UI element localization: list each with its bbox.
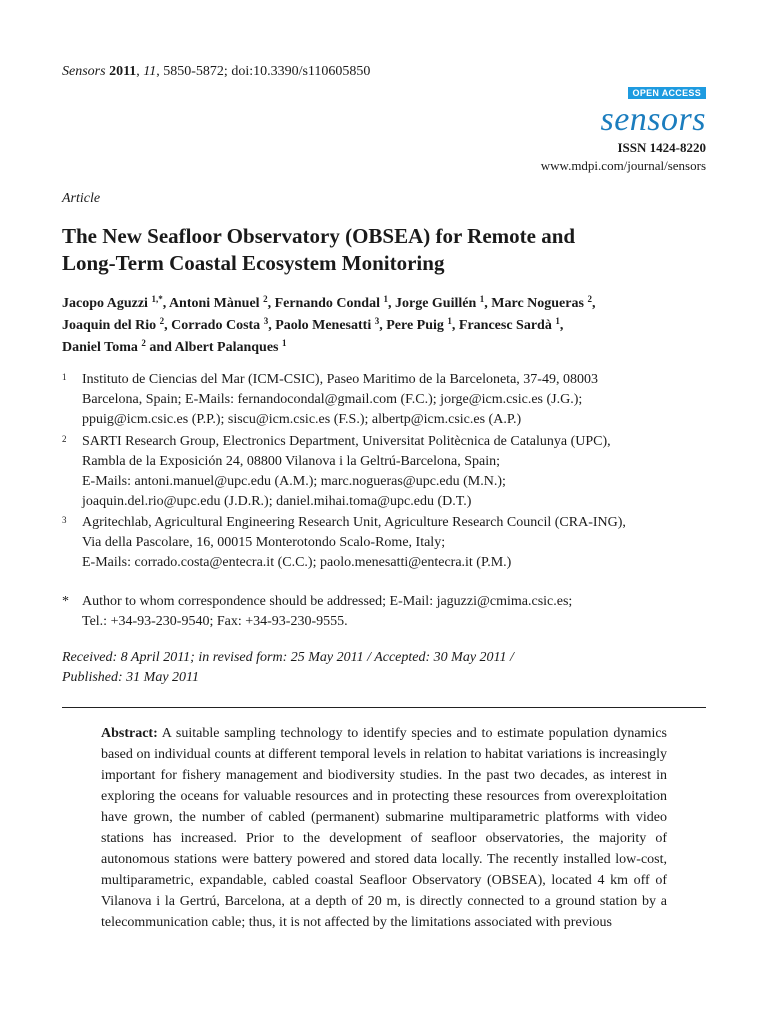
citation-journal: Sensors bbox=[62, 64, 106, 79]
author-name: Francesc Sardà bbox=[458, 318, 552, 333]
correspondence-mark: * bbox=[62, 594, 69, 609]
dates-line: Received: 8 April 2011; in revised form: 25 May 2011 / Accepted: 30 May 2011 / bbox=[62, 650, 514, 665]
affiliation-line: E-Mails: corrado.costa@entecra.it (C.C.); paolo.menesatti@entecra.it (P.M.) bbox=[82, 555, 512, 570]
author-affil: 1 bbox=[555, 316, 560, 326]
author-line bbox=[62, 337, 702, 359]
affiliation-line: ppuig@icm.csic.es (P.P.); siscu@icm.csic.es (F.S.); albertp@icm.csic.es (A.P.) bbox=[82, 412, 522, 427]
citation-pages-doi: , 5850-5872; doi:10.3390/s110605850 bbox=[156, 64, 371, 79]
affiliation-line: SARTI Research Group, Electronics Department, Universitat Politècnica de Catalunya (UPC), bbox=[82, 434, 611, 449]
affiliation-line: Agritechlab, Agricultural Engineering Research Unit, Agriculture Research Council (CRA-ING), bbox=[82, 515, 626, 530]
author-affil: 1 bbox=[383, 294, 388, 304]
author-affil: 2 bbox=[263, 294, 268, 304]
author-affil: 2 bbox=[159, 316, 165, 326]
author-affil: 1 bbox=[479, 294, 485, 304]
correspondence-line: Author to whom correspondence should be addressed; E-Mail: jaguzzi@cmima.csic.es; bbox=[82, 594, 573, 609]
article-type: Article bbox=[62, 191, 101, 206]
author-line: Jacopo Aguzzi $^{1,*}$, Antoni Mànuel $^2$, Fernando Condal $^1$, Jorge Guillén $^1$, Marc Nogueras $^2$, bbox=[62, 294, 596, 311]
affiliation-line: Barcelona, Spain; E-Mails: fernandocondal@gmail.com (F.C.); jorge@icm.csic.es (J.G.); bbox=[82, 392, 583, 407]
affiliation-mark: 2 bbox=[62, 434, 67, 444]
correspondence-line: Tel.: +34-93-230-9540; Fax: +34-93-230-9555. bbox=[82, 614, 348, 629]
author-affil: 1 bbox=[282, 338, 287, 348]
affiliation-mark: 3 bbox=[62, 515, 67, 525]
affiliation-line: Rambla de la Exposición 24, 08800 Vilanova i la Geltrú-Barcelona, Spain; bbox=[82, 454, 501, 469]
author-name: Joaquin del Rio bbox=[62, 318, 157, 333]
author-affil: 3 bbox=[263, 316, 269, 326]
abstract-text: A suitable sampling technology to identify species and to estimate population dynamics based on individual counts at different temporal levels in relation to habitat variations is increasingly important for fishery management and biodiversity studies. In the past two decades, as interest in exploring the oceans for valuable resources and in protecting these resources from overexploitation have grown, the number of cabled (permanent) submarine multiparametric platforms with video stations has increased. Prior to the development of seafloor observatories, the majority of autonomous stations were battery powered and stored data locally. The recently installed low-cost, multiparametric, expandable, cabled coastal Seafloor Observatory (OBSEA), located 4 km off of Vilanova i la Gertrú, Barcelona, at a depth of 20 m, is directly connected to a ground station by a telecommunication cable; thus, it is not affected by the limitations associated with previous bbox=[101, 726, 667, 930]
dates-line: Published: 31 May 2011 bbox=[62, 670, 199, 685]
author-name: Daniel Toma bbox=[62, 340, 138, 355]
author-name: Antoni Mànuel bbox=[168, 296, 260, 311]
author-name: Fernando Condal bbox=[274, 296, 380, 311]
citation-volume: 11 bbox=[143, 64, 157, 79]
author-affil: 2 bbox=[587, 294, 592, 304]
affiliation-2 bbox=[62, 432, 712, 512]
author-name: Paolo Menesatti bbox=[275, 318, 372, 333]
journal-logo: sensors bbox=[600, 101, 706, 138]
journal-url[interactable]: www.mdpi.com/journal/sensors bbox=[540, 158, 706, 173]
affiliation-3 bbox=[62, 513, 712, 573]
title-line: The New Seafloor Observatory (OBSEA) for Remote and bbox=[62, 224, 576, 248]
author-affil: 2 bbox=[141, 338, 146, 348]
affiliation-line: E-Mails: antoni.manuel@upc.edu (A.M.); marc.nogueras@upc.edu (M.N.); bbox=[82, 474, 506, 489]
authors-and: and bbox=[149, 340, 172, 355]
publication-dates bbox=[62, 648, 702, 688]
author-affil: 3 bbox=[374, 316, 380, 326]
author-name: Corrado Costa bbox=[171, 318, 261, 333]
affiliation-mark: 1 bbox=[62, 372, 67, 382]
issn: ISSN 1424-8220 bbox=[617, 140, 706, 155]
correspondence-note bbox=[62, 592, 712, 632]
author-name: Albert Palanques bbox=[174, 340, 279, 355]
section-divider bbox=[62, 707, 706, 708]
citation-year: 2011 bbox=[109, 64, 137, 79]
open-access-badge: OPEN ACCESS bbox=[628, 87, 706, 99]
author-name: Jorge Guillén bbox=[394, 296, 477, 311]
corresponding-star: * bbox=[158, 294, 163, 304]
author-list bbox=[62, 293, 702, 359]
author-line: Joaquin del Rio $^2$, Corrado Costa $^3$, Paolo Menesatti $^3$, Pere Puig $^1$, Francesc Sardà $^1$, bbox=[62, 316, 564, 333]
author-name: Jacopo Aguzzi bbox=[62, 296, 148, 311]
journal-citation: Sensors 2011, 11, 5850-5872; doi:10.3390/s110605850 bbox=[62, 64, 371, 79]
abstract bbox=[101, 723, 667, 933]
author-affil: 1, bbox=[151, 294, 159, 304]
author-name: Pere Puig bbox=[386, 318, 444, 333]
affiliation-line: Instituto de Ciencias del Mar (ICM-CSIC), Paseo Maritimo de la Barceloneta, 37-49, 08003 bbox=[82, 372, 598, 387]
affiliation-line: Via della Pascolare, 16, 00015 Monterotondo Scalo-Rome, Italy; bbox=[82, 535, 446, 550]
author-name: Marc Nogueras bbox=[491, 296, 584, 311]
abstract-label: Abstract: bbox=[101, 726, 158, 741]
author-affil: 1 bbox=[447, 316, 452, 326]
affiliation-line: joaquin.del.rio@upc.edu (J.D.R.); daniel.mihai.toma@upc.edu (D.T.) bbox=[82, 494, 472, 509]
title-line: Long-Term Coastal Ecosystem Monitoring bbox=[62, 251, 445, 275]
paper-title bbox=[62, 223, 702, 277]
affiliation-1 bbox=[62, 370, 712, 430]
